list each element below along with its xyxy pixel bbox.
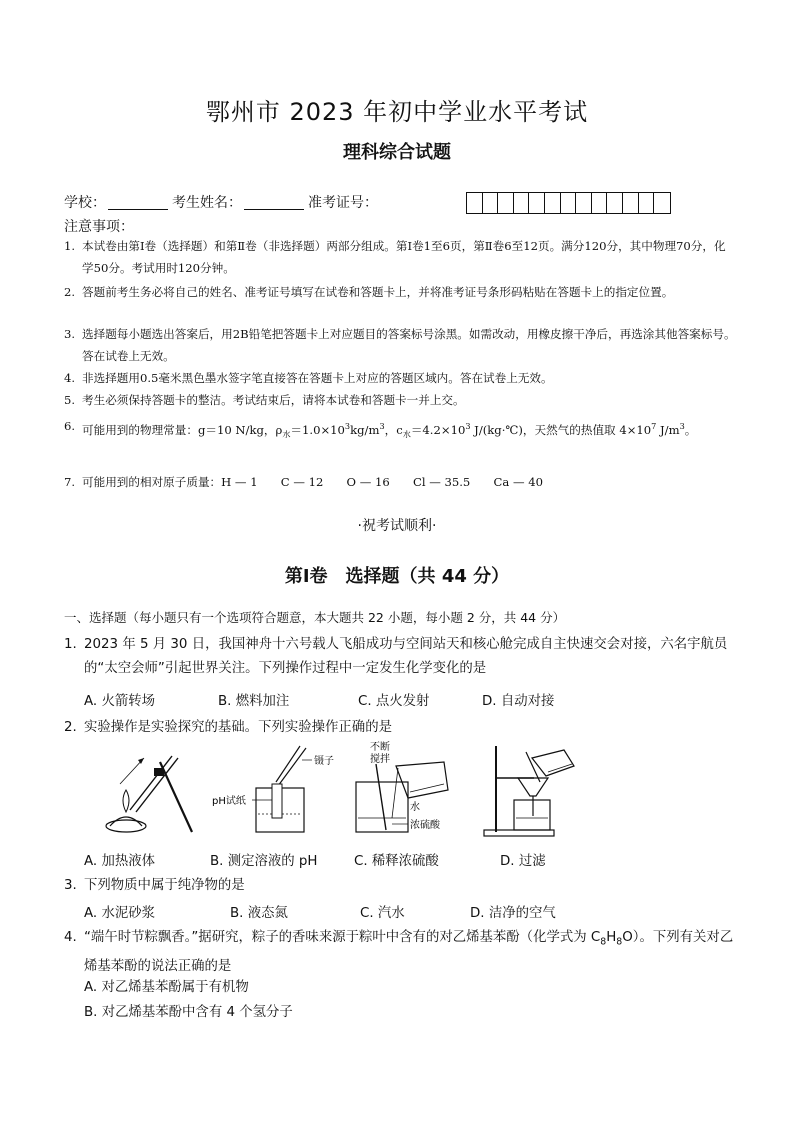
school-label: 学校： (64, 195, 106, 211)
dilute-acid-figure (348, 738, 460, 838)
note-number: 6. (64, 419, 76, 433)
id-digit-box[interactable] (467, 193, 483, 213)
part-one-title: 第Ⅰ卷 选择题（共 44 分） (284, 566, 510, 587)
blessing-text: ·祝考试顺利· (357, 518, 437, 534)
id-digit-box[interactable] (514, 193, 530, 213)
question-2 (64, 716, 736, 740)
note-number: 2. (64, 285, 76, 299)
question-text: 2023 年 5 月 30 日，我国神舟十六号载人飞船成功与空间站天和核心舱完成自主快速交会对接，六名宇航员的“太空会师”引起世界关注。下列操作过程中一定发生化学变化的是 (84, 637, 728, 676)
id-digit-box[interactable] (545, 193, 561, 213)
option-a[interactable]: A. 对乙烯基苯酚属于有机物 (84, 980, 249, 995)
note-number: 3. (64, 327, 76, 341)
id-label: 准考证号： (308, 195, 378, 211)
id-digit-box[interactable] (654, 193, 670, 213)
question-number: 2. (64, 720, 77, 735)
id-digit-box[interactable] (483, 193, 499, 213)
note-item (64, 236, 736, 279)
question-3 (64, 874, 736, 898)
exam-subtitle: 理科综合试题 (343, 142, 451, 163)
question-text: 下列物质中属于纯净物的是 (84, 878, 245, 893)
exam-title: 鄂州市 2023 年初中学业水平考试 (205, 98, 589, 126)
note-number: 5. (64, 393, 76, 407)
water-label: 水 (410, 802, 420, 813)
acid-label: 浓硫酸 (410, 820, 440, 831)
option-a[interactable]: A. 加热液体 (84, 854, 155, 869)
question-number: 3. (64, 878, 77, 893)
option-b[interactable]: B. 测定溶液的 pH (210, 854, 318, 869)
option-a[interactable]: A. 水泥砂浆 (84, 906, 155, 921)
option-b[interactable]: B. 液态氮 (230, 906, 288, 921)
tweezers-label: 镊子 (314, 756, 334, 767)
id-digit-box[interactable] (607, 193, 623, 213)
section-heading: 一、选择题（每小题只有一个选项符合题意，本大题共 22 小题，每小题 2 分，共 44 分） (64, 610, 566, 625)
heating-liquid-figure (100, 750, 200, 840)
exam-id-boxes[interactable] (466, 192, 671, 214)
ph-test-figure (212, 744, 352, 840)
id-digit-box[interactable] (639, 193, 655, 213)
ph-paper-label: pH试纸 (212, 796, 246, 807)
note-text: 可能用到的相对原子质量：H — 1 C — 12 O — 16 Cl — 35.5 Ca — 40 (82, 475, 543, 489)
option-d[interactable]: D. 过滤 (500, 854, 546, 869)
school-field[interactable] (108, 195, 168, 210)
question-text: 实验操作是实验探究的基础。下列实验操作正确的是 (84, 720, 392, 735)
option-a[interactable]: A. 火箭转场 (84, 694, 155, 709)
note-item (64, 368, 736, 390)
name-field[interactable] (244, 195, 304, 210)
note-item (64, 282, 736, 304)
question-2-figures (100, 744, 580, 840)
filtration-figure (482, 744, 582, 840)
note-text: 可能用到的物理常量：g＝10 N/kg，$\rho_水=1.0\times 10^3kg/m^3$，$c_水=4.2\times 10^3$ J/(kg·℃)，天然气的热值取 $4\times 10^7$ $J/m^3$。 (82, 421, 697, 440)
notes-heading: 注意事项： (64, 219, 134, 235)
name-label: 考生姓名： (172, 195, 242, 211)
option-c[interactable]: C. 汽水 (360, 906, 405, 921)
note-item (64, 416, 736, 446)
option-b[interactable]: B. 对乙烯基苯酚中含有 4 个氢分子 (84, 1005, 293, 1020)
candidate-info-row (64, 192, 378, 212)
id-digit-box[interactable] (498, 193, 514, 213)
note-text: 考生必须保持答题卡的整洁。考试结束后，请将本试卷和答题卡一并上交。 (82, 393, 465, 407)
note-item (64, 472, 736, 494)
note-item (64, 324, 736, 367)
question-4 (64, 926, 736, 979)
question-1 (64, 633, 736, 681)
question-number: 4. (64, 930, 77, 945)
option-c[interactable]: C. 稀释浓硫酸 (354, 854, 439, 869)
note-number: 7. (64, 475, 76, 489)
option-d[interactable]: D. 洁净的空气 (470, 906, 556, 921)
id-digit-box[interactable] (623, 193, 639, 213)
stir-label-2: 搅拌 (370, 754, 390, 765)
id-digit-box[interactable] (529, 193, 545, 213)
note-number: 1. (64, 239, 76, 253)
option-b[interactable]: B. 燃料加注 (218, 694, 290, 709)
option-d[interactable]: D. 自动对接 (482, 694, 555, 709)
id-digit-box[interactable] (576, 193, 592, 213)
note-text: 选择题每小题选出答案后，用2B铅笔把答题卡上对应题目的答案标号涂黑。如需改动，用橡皮擦干净后，再选涂其他答案标号。答在试卷上无效。 (82, 327, 736, 363)
stir-label-1: 不断 (370, 742, 390, 753)
question-text: “端午时节粽飘香。”据研究，粽子的香味来源于粽叶中含有的对乙烯基苯酚（化学式为 $C_8H_8O$）。下列有关对乙烯基苯酚的说法正确的是 (84, 930, 734, 974)
note-text: 答题前考生务必将自己的姓名、准考证号填写在试卷和答题卡上，并将准考证号条形码粘贴在答题卡上的指定位置。 (82, 285, 674, 299)
note-text: 本试卷由第Ⅰ卷（选择题）和第Ⅱ卷（非选择题）两部分组成。第Ⅰ卷1至6页，第Ⅱ卷6至12页。满分120分，其中物理70分，化学50分。考试用时120分钟。 (82, 239, 726, 275)
question-number: 1. (64, 637, 77, 652)
note-number: 4. (64, 371, 76, 385)
note-item (64, 390, 736, 412)
id-digit-box[interactable] (592, 193, 608, 213)
id-digit-box[interactable] (561, 193, 577, 213)
option-c[interactable]: C. 点火发射 (358, 694, 430, 709)
note-text: 非选择题用0.5毫米黑色墨水签字笔直接答在答题卡上对应的答题区域内。答在试卷上无效。 (82, 371, 553, 385)
